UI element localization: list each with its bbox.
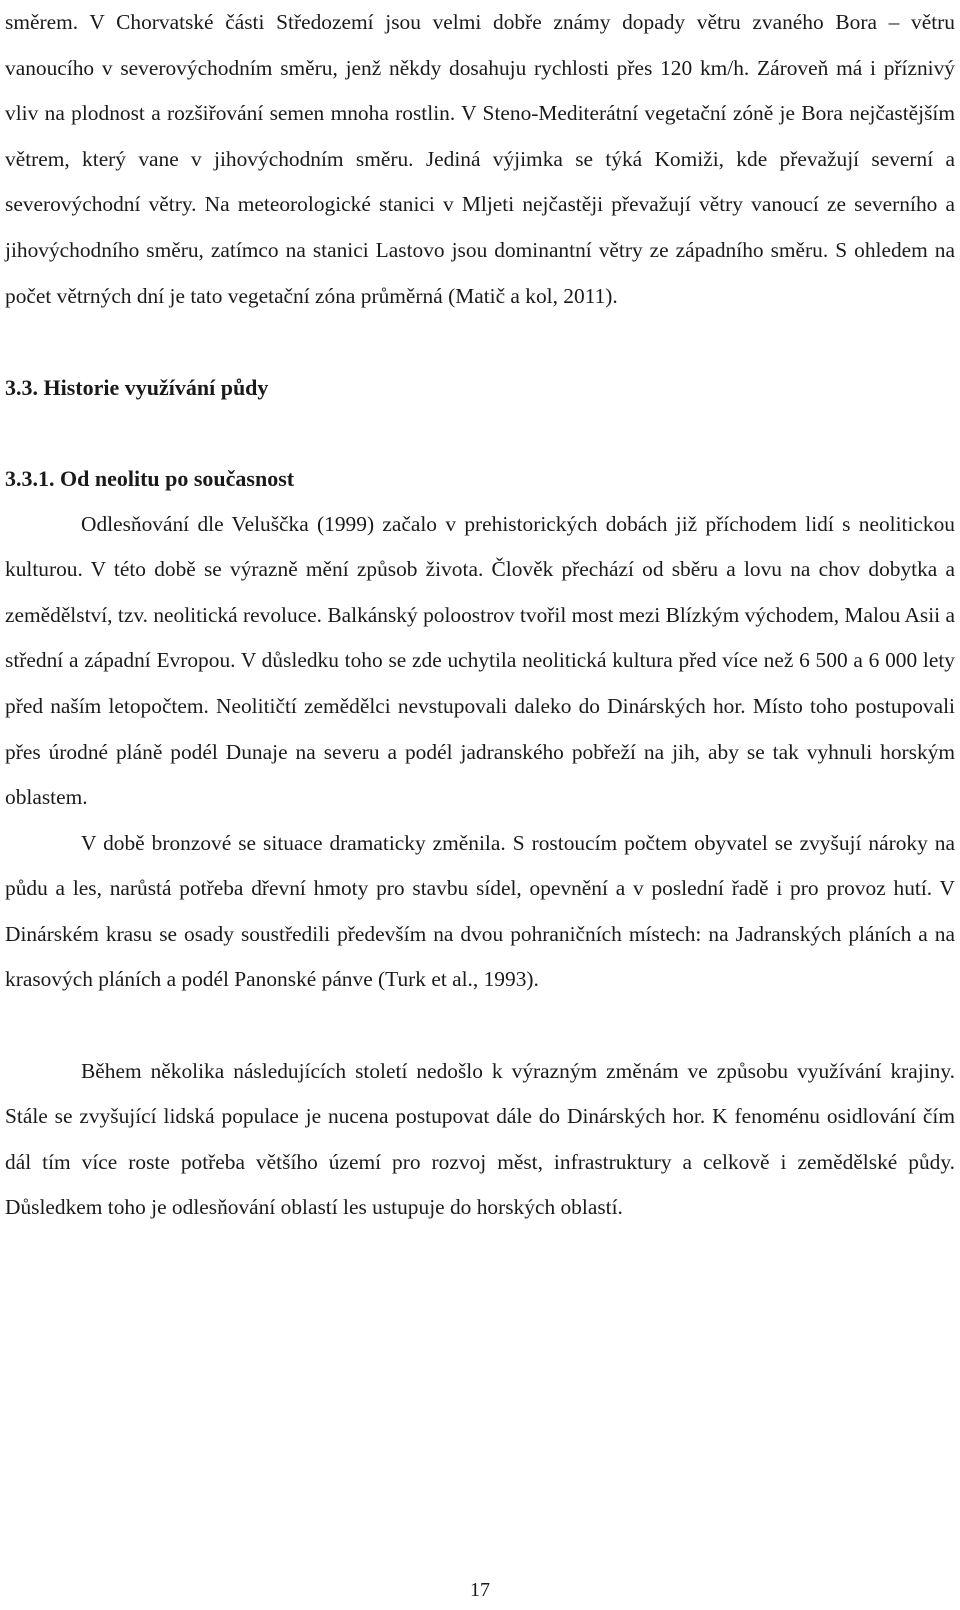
paragraph-neolithic: Odlesňování dle Veluščka (1999) začalo v prehistorických dobách již příchodem lidí s neolitickou kulturou. V této době se výrazně mění způsob života. Člověk přechází od sběru a lovu na chov dobytka a zemědělství, tzv. neolitická revoluce. Balkánský poloostrov tvořil most mezi Blízkým východem, Malou Asii a střední a západní Evropou. V důsledku toho se zde uchytila neolitická kultura před více než 6 500 a 6 000 lety před naším letopočtem. Neolitičtí zemědělci nevstupovali daleko do Dinárských hor. Místo toho postupovali přes úrodné pláně podél Dunaje na severu a podél jadranského pobřeží na jih, aby se tak vyhnuli horským oblastem.: [5, 511, 955, 810]
section-heading: 3.3. Historie využívání půdy: [5, 374, 269, 400]
paragraph-bora-wind: směrem. V Chorvatské části Středozemí jsou velmi dobře známy dopady větru zvaného Bora – větru vanoucího v severovýchodním směru, jenž někdy dosahuju rychlosti přes 120 km/h. Zároveň má i příznivý vliv na plodnost a rozšiřování semen mnoha rostlin. V Steno-Mediterátní vegetační zóně je Bora nejčastějším větrem, který vane v jihovýchodním směru. Jediná výjimka se týká Komiži, kde převažují severní a severovýchodní větry. Na meteorologické stanici v Mljeti nejčastěji převažují větry vanoucí ze severního a jihovýchodního směru, zatímco na stanici Lastovo jsou dominantní větry ze západního směru. S ohledem na počet větrných dní je tato vegetační zóna průměrná (Matič a kol, 2011).: [5, 10, 955, 308]
spacer: [5, 319, 955, 365]
paragraph-later-centuries: Během několika následujících století nedošlo k výrazným změnám ve způsobu využívání krajiny. Stále se zvyšující lidská populace je nucena postupovat dále do Dinárských hor. K fenoménu osidlování čím dál tím více roste potřeba většího území pro rozvoj měst, infrastruktury a celkově i zemědělské půdy. Důsledkem toho je odlesňování oblastí les ustupuje do horských oblastí.: [5, 1058, 955, 1220]
spacer: [5, 1003, 955, 1049]
subsection-heading: 3.3.1. Od neolitu po současnost: [5, 465, 295, 491]
page-number: 17: [470, 1579, 490, 1601]
spacer: [5, 410, 955, 456]
document-page: [5, 0, 955, 1231]
paragraph-bronze-age: V době bronzové se situace dramaticky změnila. S rostoucím počtem obyvatel se zvyšují nároky na půdu a les, narůstá potřeba dřevní hmoty pro stavbu sídel, opevnění a v poslední řadě i pro provoz hutí. V Dinárském krasu se osady soustředili především na dvou pohraničních místech: na Jadranských pláních a na krasových pláních a podél Panonské pánve (Turk et al., 1993).: [5, 830, 955, 992]
